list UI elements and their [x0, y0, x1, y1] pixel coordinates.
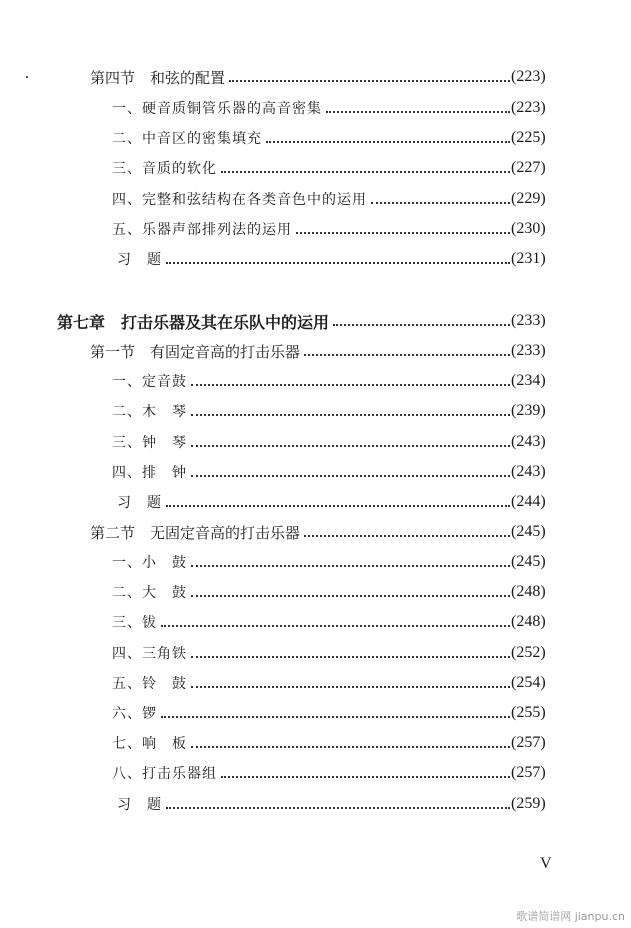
toc-label: 第一节 有固定音高的打击乐器	[90, 342, 301, 361]
toc-item[interactable]	[0, 214, 631, 244]
toc-item[interactable]	[0, 758, 631, 788]
toc-label: 习 题	[117, 797, 162, 813]
dot-leader	[166, 505, 510, 507]
dot-leader	[191, 686, 510, 688]
toc-item[interactable]	[0, 184, 631, 214]
toc-page-number: (229)	[511, 190, 546, 207]
toc-page-number: (243)	[511, 463, 546, 480]
toc-label: 二、木 琴	[112, 404, 187, 420]
toc-page-number: (223)	[511, 68, 546, 85]
toc-page-number: (234)	[511, 372, 546, 389]
toc-item-exercises[interactable]	[0, 244, 631, 274]
toc-page-number: (244)	[511, 493, 546, 510]
toc-page-number: (259)	[511, 795, 546, 812]
dot-leader	[191, 746, 510, 748]
toc-label: 三、钟 琴	[112, 435, 187, 451]
dot-leader	[191, 656, 510, 658]
dot-leader	[304, 354, 510, 356]
toc-label: 习 题	[117, 252, 162, 268]
toc-page-number: (231)	[511, 250, 546, 267]
dot-leader	[191, 565, 510, 567]
dot-leader	[166, 262, 510, 264]
toc-item[interactable]	[0, 123, 631, 153]
toc-page-number: (254)	[511, 674, 546, 691]
toc-page-number: (252)	[511, 644, 546, 661]
toc-page-number: (223)	[511, 99, 546, 116]
toc-item-exercises[interactable]	[0, 789, 631, 819]
toc-page-number: (248)	[511, 583, 546, 600]
toc-item[interactable]	[0, 457, 631, 487]
toc-item[interactable]	[0, 607, 631, 637]
toc-label: 二、大 鼓	[112, 585, 187, 601]
dot-leader	[166, 807, 510, 809]
toc-page-number: (233)	[511, 342, 546, 359]
toc-label: 八、打击乐器组	[112, 766, 217, 782]
toc-page-number: (245)	[511, 523, 546, 540]
toc-label: 五、乐器声部排列法的运用	[112, 222, 292, 238]
dot-leader	[221, 776, 510, 778]
toc-page-number: (239)	[511, 402, 546, 419]
toc-page-number: (233)	[511, 312, 546, 329]
dot-leader	[221, 171, 510, 173]
toc-page-number: (255)	[511, 704, 546, 721]
toc-page-number: (248)	[511, 613, 546, 630]
dot-leader	[191, 475, 510, 477]
toc-item[interactable]	[0, 668, 631, 698]
dot-leader	[229, 80, 510, 82]
dot-leader	[191, 414, 510, 416]
toc-section-2[interactable]	[0, 517, 631, 547]
toc-label: 六、锣	[112, 706, 157, 722]
toc-item[interactable]	[0, 153, 631, 183]
dot-leader	[191, 384, 510, 386]
toc-label: 一、定音鼓	[112, 374, 187, 390]
toc-page-number: (227)	[511, 159, 546, 176]
toc-label: 一、硬音质铜管乐器的高音密集	[112, 101, 322, 117]
toc-item[interactable]	[0, 698, 631, 728]
page-number: V	[540, 855, 552, 872]
toc-page-number: (257)	[511, 734, 546, 751]
toc-item[interactable]	[0, 728, 631, 758]
toc-page-number: (225)	[511, 129, 546, 146]
dot-leader	[266, 141, 510, 143]
dot-leader	[371, 202, 510, 204]
toc-page-number: (243)	[511, 433, 546, 450]
toc-label: 五、铃 鼓	[112, 676, 187, 692]
toc-label: 四、完整和弦结构在各类音色中的运用	[112, 192, 367, 208]
toc-chapter-7[interactable]	[0, 306, 631, 336]
toc-label: 第七章 打击乐器及其在乐队中的运用	[57, 312, 330, 332]
dot-leader	[304, 535, 510, 537]
toc-label: 习 题	[117, 495, 162, 511]
toc-item[interactable]	[0, 638, 631, 668]
toc-item[interactable]	[0, 396, 631, 426]
toc-page-number: (257)	[511, 764, 546, 781]
dot-leader	[296, 232, 510, 234]
toc-label: 七、响 板	[112, 736, 187, 752]
toc-label: 四、排 钟	[112, 465, 187, 481]
watermark: 歌谱简谱网 jianpu.cn	[516, 910, 625, 923]
toc-item[interactable]	[0, 366, 631, 396]
toc-item[interactable]	[0, 93, 631, 123]
toc-label: 第二节 无固定音高的打击乐器	[90, 523, 301, 542]
toc-label: 三、钹	[112, 615, 157, 631]
toc-label: 四、三角铁	[112, 646, 187, 662]
dot-leader	[333, 324, 510, 326]
toc-item-exercises[interactable]	[0, 487, 631, 517]
toc-section-1[interactable]	[0, 336, 631, 366]
toc-label: 第四节 和弦的配置	[90, 68, 226, 87]
dot-leader	[191, 595, 510, 597]
dot-leader	[326, 111, 510, 113]
toc-item[interactable]	[0, 427, 631, 457]
dot-leader	[161, 625, 510, 627]
dot-leader	[191, 445, 510, 447]
toc-item[interactable]	[0, 547, 631, 577]
toc-label: 二、中音区的密集填充	[112, 131, 262, 147]
toc-section-4[interactable]	[0, 62, 631, 92]
toc-label: 三、音质的软化	[112, 161, 217, 177]
toc-page-number: (245)	[511, 553, 546, 570]
dot-leader	[161, 716, 510, 718]
toc-label: 一、小 鼓	[112, 555, 187, 571]
toc-page-number: (230)	[511, 220, 546, 237]
toc-item[interactable]	[0, 577, 631, 607]
